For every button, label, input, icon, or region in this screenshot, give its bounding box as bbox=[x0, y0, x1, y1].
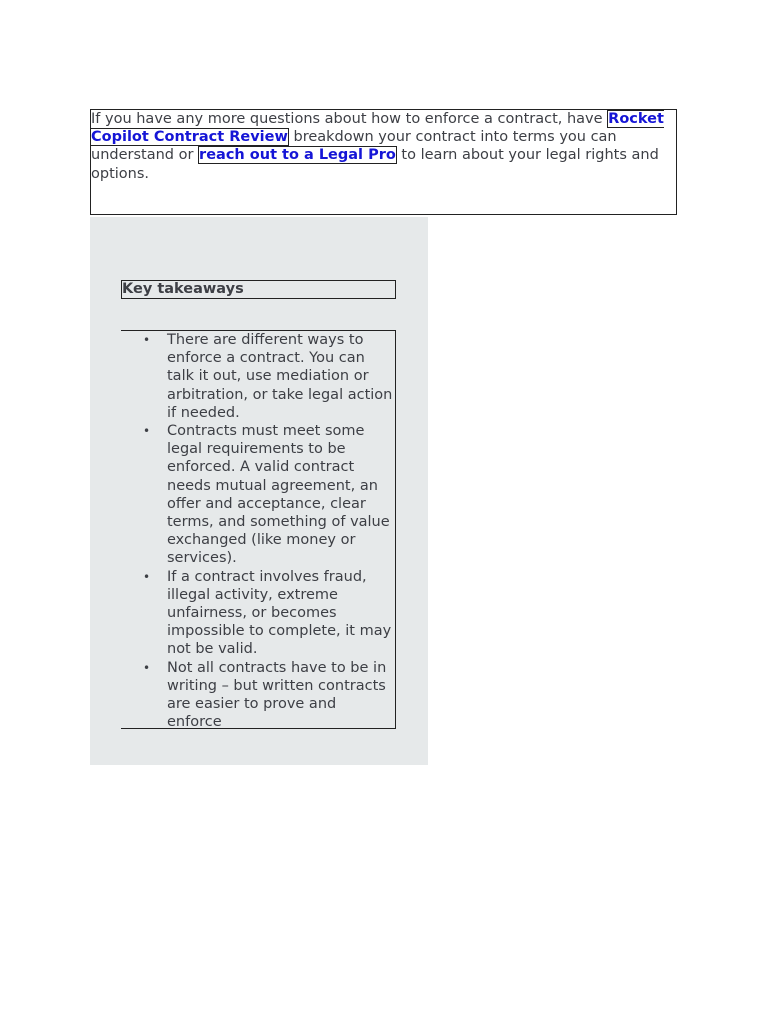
contract-review-link[interactable]: Rocket Copilot Contract Review bbox=[91, 111, 664, 146]
list-item-text: Not all contracts have to be in writing – but written contracts are easier to prove and enforce bbox=[167, 659, 387, 731]
bullet-icon: • bbox=[143, 660, 151, 675]
list-item bbox=[143, 568, 395, 659]
list-item-text: There are different ways to enforce a contract. You can talk it out, use mediation or arbitration, or take legal action if needed. bbox=[167, 332, 393, 421]
list-item bbox=[143, 659, 395, 732]
list-item-text: If a contract involves fraud, illegal activity, extreme unfairness, or becomes impossible to complete, it may not be valid. bbox=[167, 568, 392, 658]
list-item bbox=[143, 331, 395, 422]
key-takeaways-title: Key takeaways bbox=[121, 280, 396, 299]
legal-pro-link[interactable]: reach out to a Legal Pro bbox=[199, 147, 396, 164]
intro-text-middle: breakdown your contract into terms you can understand or bbox=[91, 129, 617, 164]
list-item-text: Contracts must meet some legal requirements to be enforced. A valid contract needs mutual agreement, an offer and acceptance, clear terms, and something of value exchanged (like money or services). bbox=[167, 423, 390, 567]
key-takeaways-panel bbox=[90, 217, 428, 765]
intro-text-start: If you have any more questions about how to enforce a contract, have bbox=[91, 111, 608, 127]
list-item bbox=[143, 422, 395, 568]
bullet-icon: • bbox=[143, 569, 151, 584]
intro-paragraph bbox=[90, 109, 677, 215]
intro-text-end: to learn about your legal rights and options. bbox=[91, 147, 659, 182]
bullet-icon: • bbox=[143, 424, 151, 439]
key-takeaways-list bbox=[121, 330, 396, 729]
bullet-icon: • bbox=[143, 333, 151, 347]
